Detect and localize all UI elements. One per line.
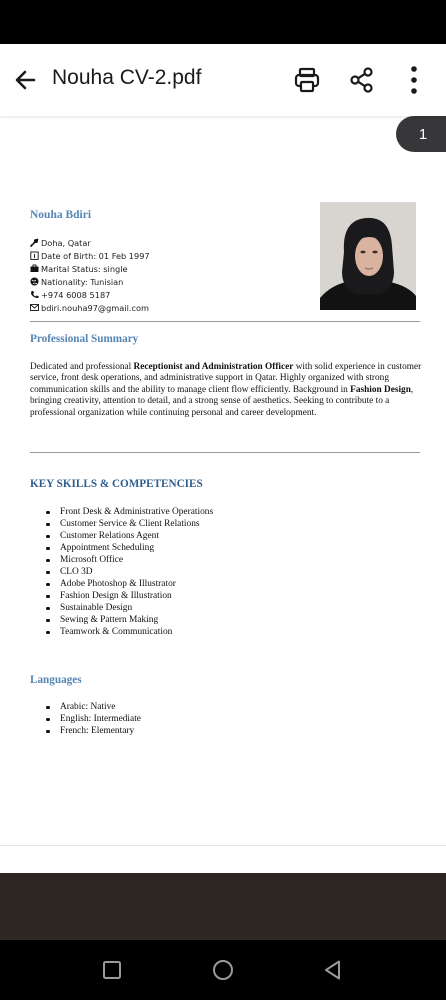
briefcase-icon	[30, 264, 41, 273]
list-item: Adobe Photoshop & Illustrator	[46, 578, 213, 590]
contact-row	[30, 262, 300, 275]
skills-heading: KEY SKILLS & COMPETENCIES	[30, 478, 203, 490]
app-bar	[0, 44, 446, 116]
back-arrow-icon[interactable]	[10, 66, 42, 94]
list-item: Sustainable Design	[46, 602, 213, 614]
location-pin-icon	[30, 238, 41, 247]
page-number-badge: 1	[396, 116, 446, 152]
share-icon[interactable]	[346, 64, 378, 96]
viewer-background	[0, 873, 446, 940]
list-item: Sewing & Pattern Making	[46, 614, 213, 626]
globe-icon	[30, 277, 41, 286]
contact-text: Doha, Qatar	[41, 237, 91, 248]
contact-row	[30, 275, 300, 288]
list-item: CLO 3D	[46, 566, 213, 578]
list-item: Microsoft Office	[46, 554, 213, 566]
recent-apps-icon[interactable]	[100, 958, 124, 982]
divider	[30, 452, 420, 453]
contact-row	[30, 288, 300, 301]
summary-text: Dedicated and professional Receptionist and Administration Officer with solid experience in customer service, front desk operations, and administrative support in Qatar. Highly organized with strong communication skills and the ability to manage client flow efficiently. Background in Fashion Design, bringing creativity, attention to detail, and a strong sense of aesthetics. Seeking to contribute to a professional organization while continuing personal and career development.	[30, 362, 422, 418]
list-item: Customer Service & Client Relations	[46, 518, 213, 530]
home-icon[interactable]	[211, 958, 235, 982]
list-item: Front Desk & Administrative Operations	[46, 506, 213, 518]
contact-text: Nationality: Tunisian	[41, 276, 124, 287]
status-bar	[0, 0, 446, 44]
contact-text: Date of Birth: 01 Feb 1997	[41, 250, 150, 261]
contact-info	[30, 236, 300, 314]
list-item: French: Elementary	[46, 725, 141, 737]
list-item: Fashion Design & Illustration	[46, 590, 213, 602]
list-item: Customer Relations Agent	[46, 530, 213, 542]
profile-photo	[320, 202, 416, 310]
list-item: English: Intermediate	[46, 713, 141, 725]
document-title: Nouha CV-2.pdf	[52, 66, 202, 89]
contact-text: +974 6008 5187	[41, 289, 111, 300]
system-nav-bar	[0, 940, 446, 1000]
cv-name: Nouha Bdiri	[30, 209, 92, 221]
email-icon	[30, 303, 41, 312]
calendar-icon	[30, 251, 41, 260]
list-item: Arabic: Native	[46, 701, 141, 713]
summary-heading: Professional Summary	[30, 333, 139, 345]
pdf-viewer[interactable]	[0, 116, 446, 873]
contact-text: bdiri.nouha97@gmail.com	[41, 302, 149, 313]
contact-row	[30, 236, 300, 249]
contact-row	[30, 301, 300, 314]
list-item: Appointment Scheduling	[46, 542, 213, 554]
print-icon[interactable]	[291, 64, 323, 96]
back-triangle-icon[interactable]	[321, 958, 345, 982]
pdf-page	[0, 116, 446, 846]
more-vert-icon[interactable]	[398, 64, 430, 96]
divider	[30, 321, 420, 322]
contact-row	[30, 249, 300, 262]
list-item: Teamwork & Communication	[46, 626, 213, 638]
phone-icon	[30, 290, 41, 299]
skills-list	[46, 506, 213, 638]
languages-heading: Languages	[30, 674, 82, 686]
contact-text: Marital Status: single	[41, 263, 128, 274]
languages-list	[46, 701, 141, 737]
